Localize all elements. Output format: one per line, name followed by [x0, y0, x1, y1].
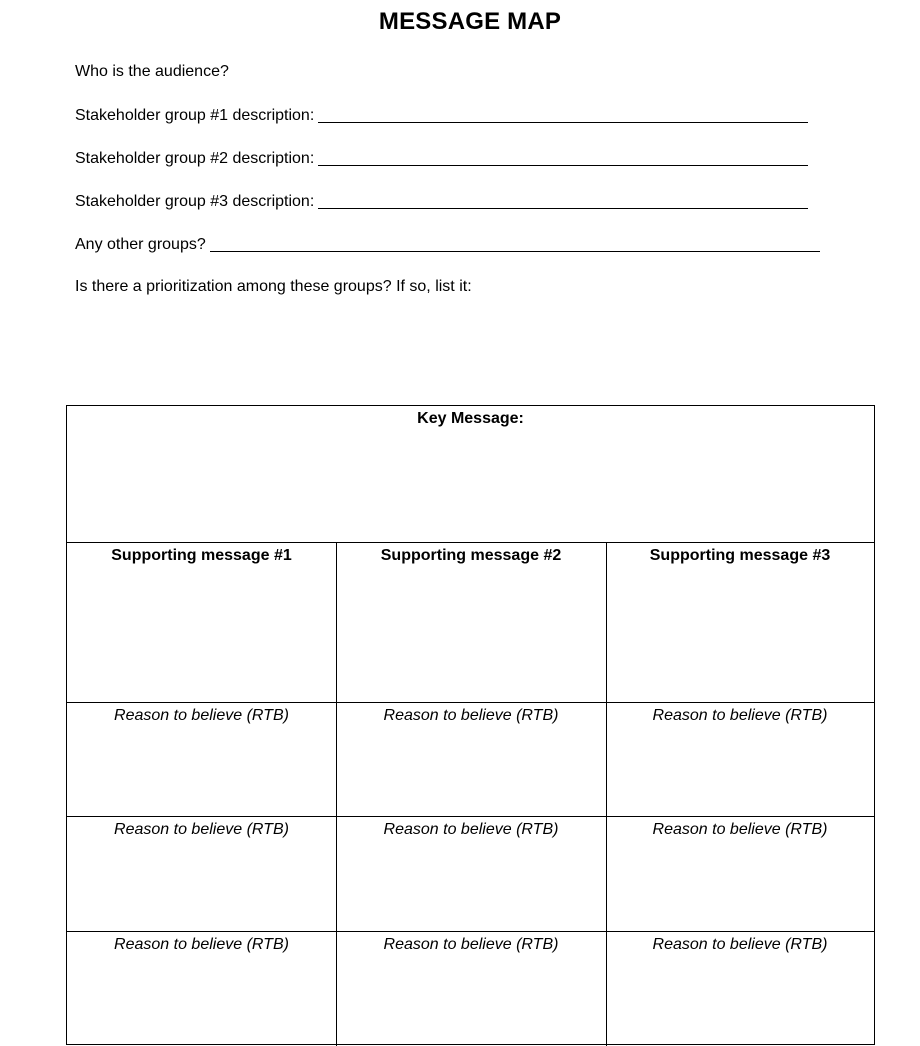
supporting-message-2-label: Supporting message #2	[380, 547, 562, 564]
stakeholder-group-1-row	[75, 106, 808, 125]
rtb-1-2-cell[interactable]	[336, 703, 606, 817]
key-message-cell[interactable]	[67, 406, 874, 543]
audience-question-label: Who is the audience?	[75, 63, 229, 80]
rtb-1-3-cell[interactable]	[606, 703, 874, 817]
supporting-message-1-label: Supporting message #1	[111, 547, 292, 564]
stakeholder-group-1-field[interactable]	[318, 106, 808, 123]
rtb-label: Reason to believe (RTB)	[652, 707, 828, 724]
rtb-label: Reason to believe (RTB)	[114, 707, 289, 724]
message-map-table	[66, 405, 875, 1045]
prioritization-label: Is there a prioritization among these groups? If so, list it:	[75, 278, 472, 295]
rtb-label: Reason to believe (RTB)	[114, 821, 289, 838]
supporting-message-3-cell[interactable]	[606, 543, 874, 702]
other-groups-field[interactable]	[210, 235, 820, 252]
stakeholder-group-1-label: Stakeholder group #1 description:	[75, 107, 315, 124]
rtb-label: Reason to believe (RTB)	[652, 936, 828, 953]
supporting-message-2-cell[interactable]	[336, 543, 606, 702]
rtb-label: Reason to believe (RTB)	[383, 707, 559, 724]
rtb-2-3-cell[interactable]	[606, 817, 874, 931]
page-title: MESSAGE MAP	[378, 8, 562, 35]
rtb-label: Reason to believe (RTB)	[652, 821, 828, 838]
rtb-3-2-cell[interactable]	[336, 932, 606, 1046]
column-divider	[336, 543, 337, 1046]
key-message-label: Key Message:	[417, 410, 524, 427]
other-groups-row	[75, 235, 820, 254]
stakeholder-group-2-field[interactable]	[318, 149, 808, 166]
stakeholder-group-3-row	[75, 192, 808, 211]
rtb-3-3-cell[interactable]	[606, 932, 874, 1046]
audience-question	[75, 63, 229, 81]
rtb-label: Reason to believe (RTB)	[383, 821, 559, 838]
stakeholder-group-3-field[interactable]	[318, 192, 808, 209]
stakeholder-group-3-label: Stakeholder group #3 description:	[75, 193, 315, 210]
rtb-3-1-cell[interactable]	[67, 932, 336, 1046]
rtb-2-2-cell[interactable]	[336, 817, 606, 931]
supporting-message-3-label: Supporting message #3	[649, 547, 831, 564]
row-divider	[67, 702, 874, 703]
rtb-label: Reason to believe (RTB)	[383, 936, 559, 953]
rtb-2-1-cell[interactable]	[67, 817, 336, 931]
stakeholder-group-2-row	[75, 149, 808, 168]
row-divider	[67, 931, 874, 932]
prioritization-row	[75, 278, 472, 296]
rtb-label: Reason to believe (RTB)	[114, 936, 289, 953]
supporting-message-1-cell[interactable]	[67, 543, 336, 702]
rtb-1-1-cell[interactable]	[67, 703, 336, 817]
other-groups-label: Any other groups?	[75, 236, 206, 253]
row-divider	[67, 816, 874, 817]
stakeholder-group-2-label: Stakeholder group #2 description:	[75, 150, 315, 167]
column-divider	[606, 543, 607, 1046]
